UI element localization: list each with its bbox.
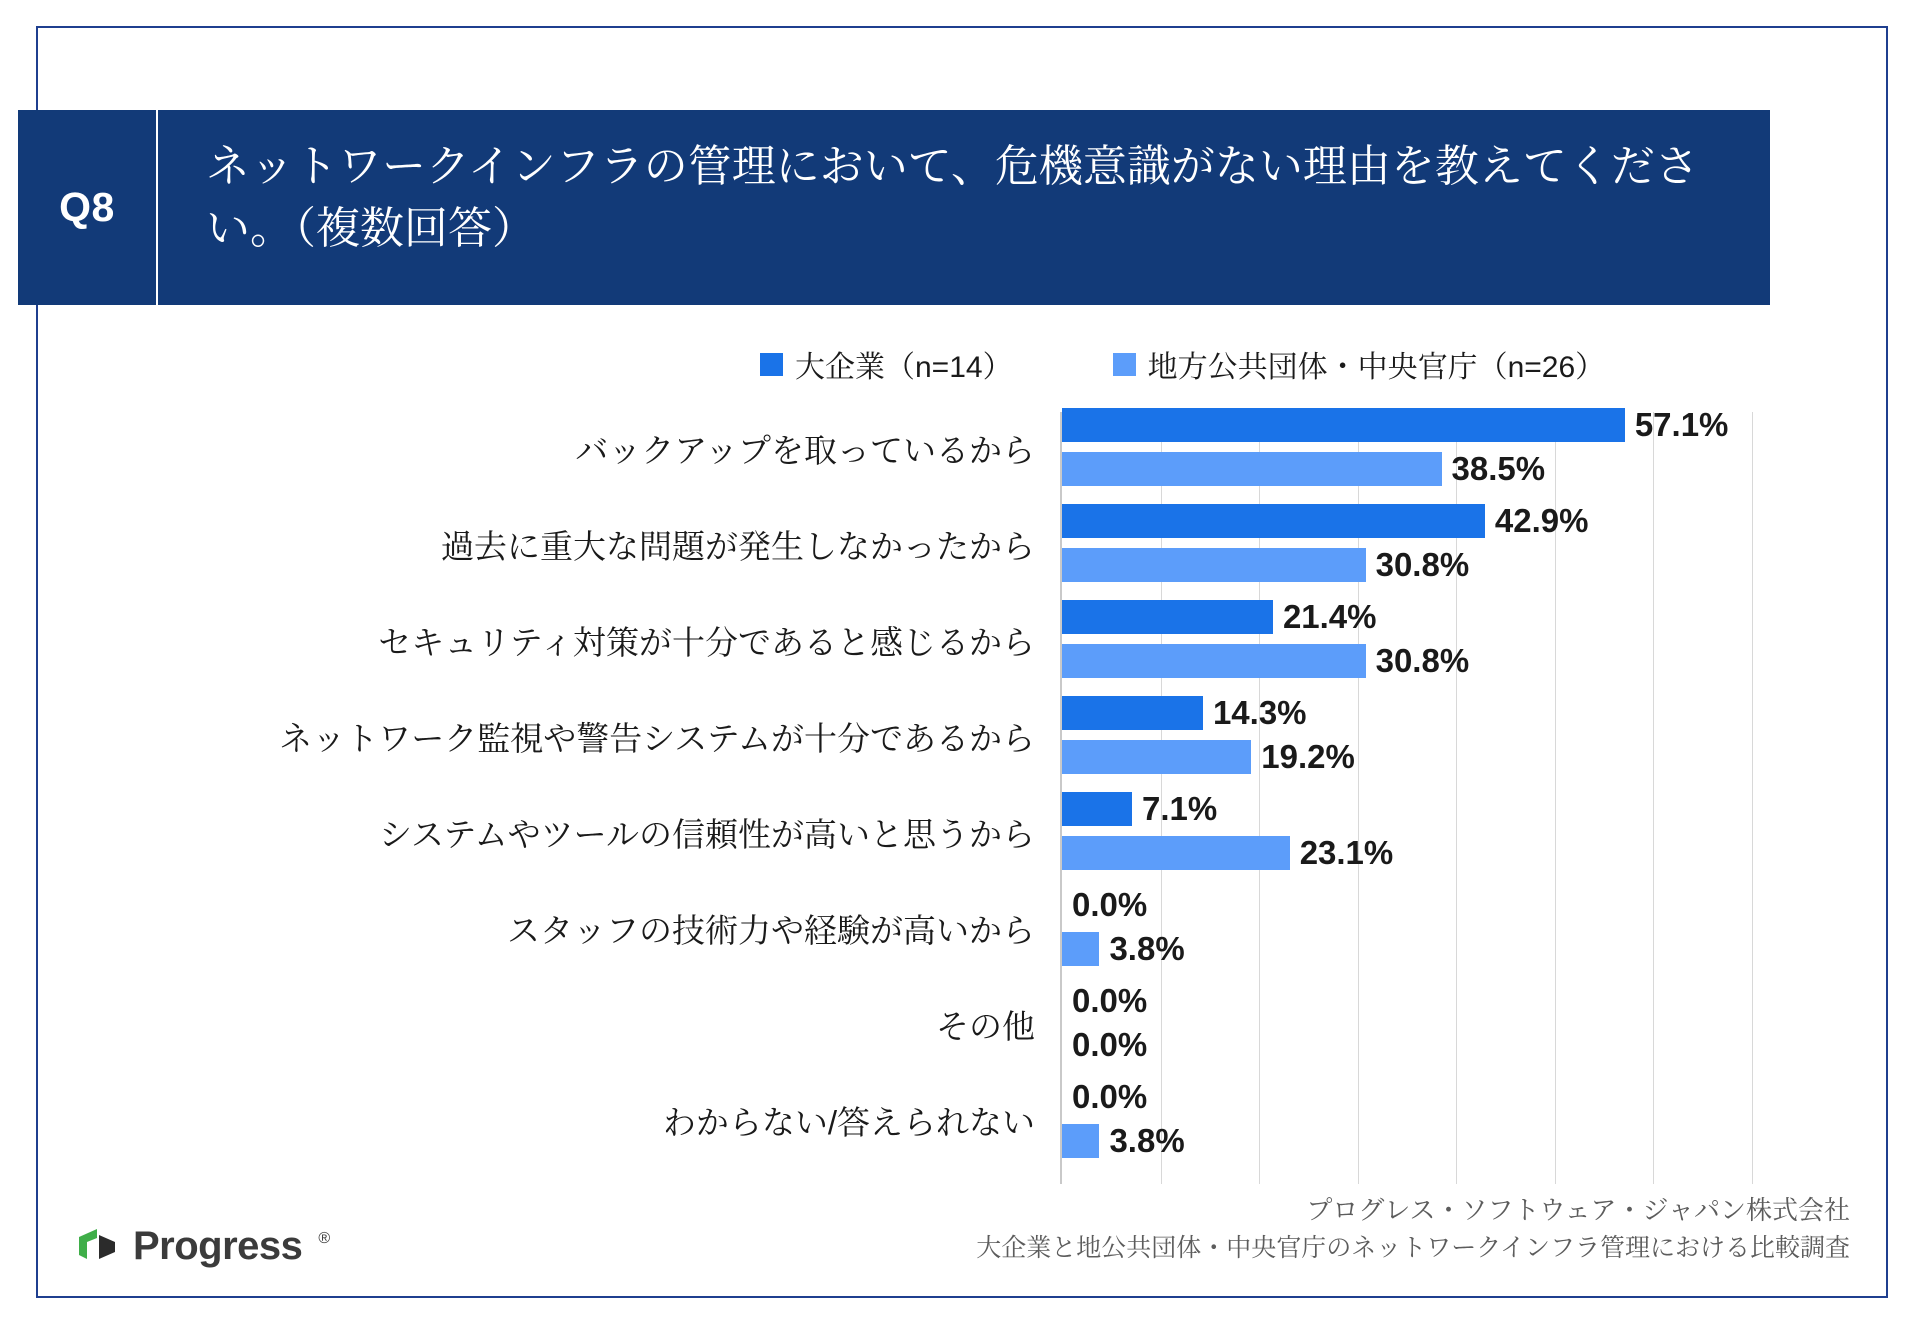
bar-value-label: 30.8% bbox=[1375, 642, 1470, 679]
bar-value-label: 23.1% bbox=[1299, 834, 1394, 871]
bar-item bbox=[1062, 1080, 1147, 1114]
bar-item bbox=[1062, 984, 1147, 1018]
chart-row bbox=[60, 592, 1860, 688]
chart-row bbox=[60, 400, 1860, 496]
bar-item bbox=[1062, 696, 1307, 730]
category-label: スタッフの技術力や経験が高いから bbox=[507, 911, 1035, 949]
bar-item bbox=[1062, 408, 1728, 442]
bar-item bbox=[1062, 932, 1185, 966]
bar-value-label: 0.0% bbox=[1072, 886, 1148, 923]
bar-group bbox=[1062, 1072, 1842, 1168]
chart-row bbox=[60, 976, 1860, 1072]
bar bbox=[1062, 1124, 1099, 1158]
chart-row bbox=[60, 880, 1860, 976]
category-label: わからない/答えられない bbox=[662, 1103, 1035, 1141]
chart-row bbox=[60, 688, 1860, 784]
bar-item bbox=[1062, 740, 1355, 774]
bar-group bbox=[1062, 400, 1842, 496]
question-number-badge bbox=[18, 110, 156, 305]
question-number: Q8 bbox=[59, 184, 115, 230]
bar bbox=[1062, 740, 1251, 774]
progress-logo-text: Progress bbox=[133, 1224, 303, 1268]
chart-row bbox=[60, 784, 1860, 880]
legend-item bbox=[760, 342, 1013, 386]
bar bbox=[1062, 932, 1099, 966]
bar bbox=[1062, 452, 1442, 486]
progress-logo bbox=[75, 1224, 330, 1269]
bar-group bbox=[1062, 976, 1842, 1072]
bar-item bbox=[1062, 644, 1469, 678]
question-title-bar bbox=[158, 110, 1770, 305]
legend-swatch-icon bbox=[760, 353, 783, 376]
registered-mark: ® bbox=[318, 1230, 331, 1247]
bar-group bbox=[1062, 784, 1842, 880]
bar bbox=[1062, 644, 1366, 678]
bar-value-label: 57.1% bbox=[1634, 406, 1729, 443]
bar-group bbox=[1062, 880, 1842, 976]
bar-item bbox=[1062, 600, 1377, 634]
footer-credit bbox=[976, 1191, 1850, 1268]
footer-survey: 大企業と地公共団体・中央官庁のネットワークインフラ管理における比較調査 bbox=[976, 1233, 1850, 1262]
bar-item bbox=[1062, 792, 1217, 826]
bar-item bbox=[1062, 1124, 1185, 1158]
chart-row bbox=[60, 1072, 1860, 1168]
bar-value-label: 3.8% bbox=[1109, 930, 1185, 967]
bar bbox=[1062, 792, 1132, 826]
bar-item bbox=[1062, 1028, 1147, 1062]
category-label: その他 bbox=[936, 1007, 1035, 1045]
bar-item bbox=[1062, 504, 1588, 538]
bar bbox=[1062, 504, 1485, 538]
category-label: システムやツールの信頼性が高いと思うから bbox=[378, 815, 1035, 853]
bar bbox=[1062, 696, 1203, 730]
bar-value-label: 21.4% bbox=[1282, 598, 1377, 635]
category-label: 過去に重大な問題が発生しなかったから bbox=[441, 527, 1035, 565]
bar bbox=[1062, 600, 1273, 634]
question-text: ネットワークインフラの管理において、危機意識がない理由を教えてください。（複数回答） bbox=[206, 142, 1699, 254]
category-label: ネットワーク監視や警告システムが十分であるから bbox=[279, 719, 1035, 757]
bar bbox=[1062, 836, 1290, 870]
bar-value-label: 19.2% bbox=[1261, 738, 1355, 775]
bar-value-label: 3.8% bbox=[1109, 1122, 1185, 1159]
bar-value-label: 38.5% bbox=[1451, 450, 1546, 487]
bar-value-label: 7.1% bbox=[1141, 790, 1218, 827]
legend-label: 大企業（n=14） bbox=[795, 351, 1013, 384]
bar bbox=[1062, 408, 1625, 442]
bar-group bbox=[1062, 592, 1842, 688]
category-label: バックアップを取っているから bbox=[575, 431, 1035, 469]
legend-item bbox=[1113, 342, 1606, 386]
bar-group bbox=[1062, 688, 1842, 784]
chart-row bbox=[60, 496, 1860, 592]
bar-item bbox=[1062, 888, 1147, 922]
bar-value-label: 30.8% bbox=[1375, 546, 1470, 583]
chart-legend bbox=[760, 342, 1605, 386]
bar-value-label: 0.0% bbox=[1072, 982, 1148, 1019]
bar-value-label: 14.3% bbox=[1212, 694, 1307, 731]
bar-value-label: 0.0% bbox=[1072, 1078, 1148, 1115]
category-label: セキュリティ対策が十分であると感じるから bbox=[378, 623, 1035, 661]
chart-rows bbox=[60, 400, 1860, 1172]
bar-chart bbox=[60, 400, 1860, 1190]
bar-item bbox=[1062, 548, 1469, 582]
bar-item bbox=[1062, 452, 1545, 486]
bar-group bbox=[1062, 496, 1842, 592]
footer-company: プログレス・ソフトウェア・ジャパン株式会社 bbox=[1306, 1194, 1850, 1225]
bar bbox=[1062, 548, 1366, 582]
bar-value-label: 42.9% bbox=[1494, 502, 1589, 539]
bar-value-label: 0.0% bbox=[1072, 1026, 1148, 1063]
legend-label: 地方公共団体・中央官庁（n=26） bbox=[1147, 351, 1606, 384]
legend-swatch-icon bbox=[1113, 353, 1136, 376]
progress-logo-icon bbox=[75, 1225, 119, 1269]
bar-item bbox=[1062, 836, 1393, 870]
